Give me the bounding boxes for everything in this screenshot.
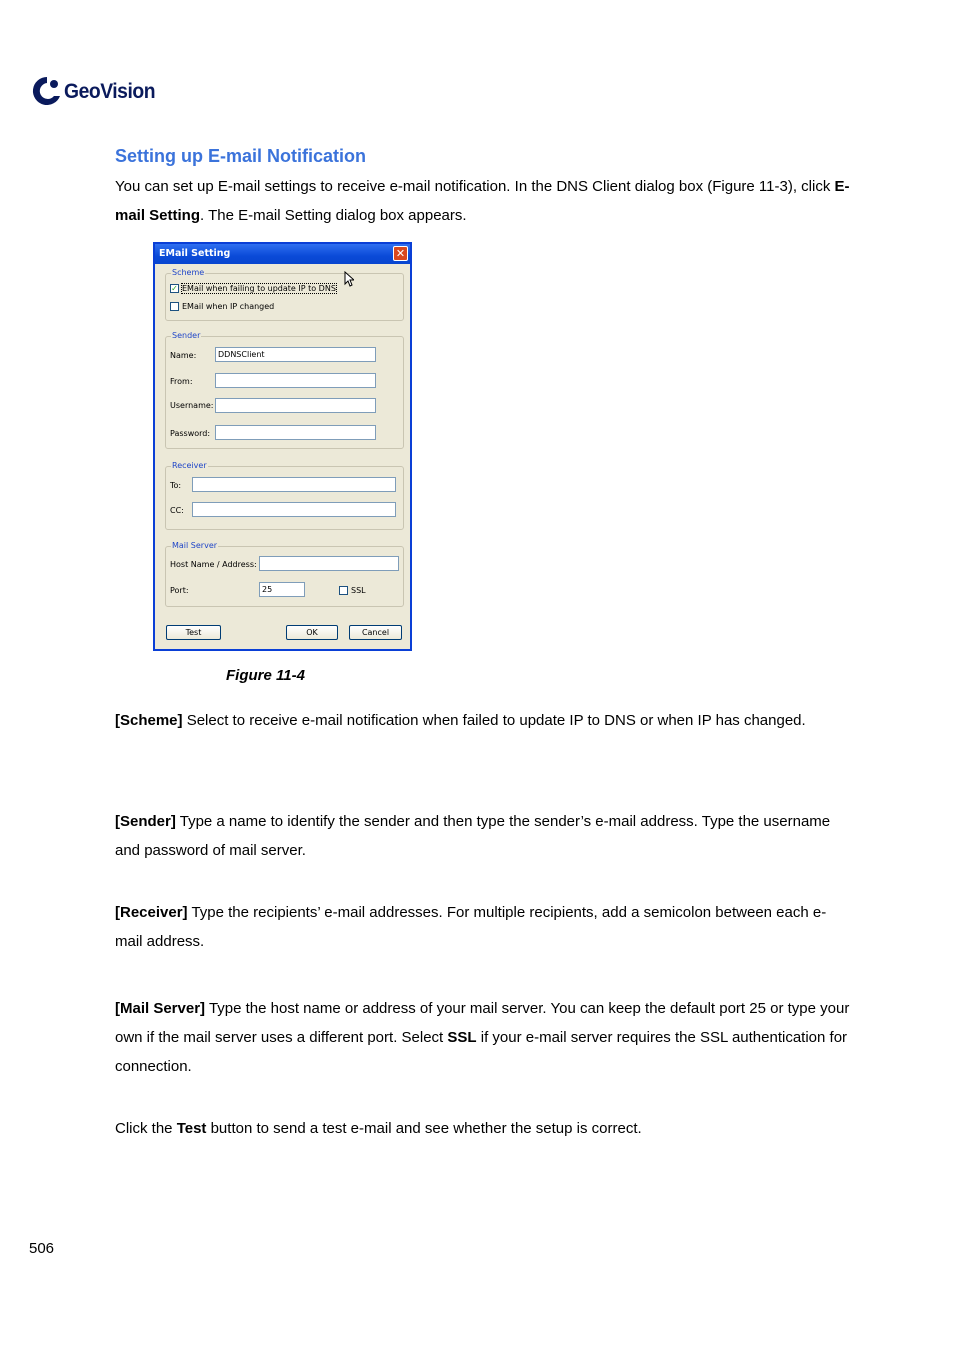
test-button[interactable]: Test [166, 625, 221, 640]
page-number: 506 [29, 1240, 55, 1257]
receiver-cc-input[interactable] [192, 502, 396, 517]
logo-text: GeoVision [64, 80, 156, 103]
sender-group-label: Sender [172, 331, 201, 340]
intro-paragraph: You can set up E-mail settings to receive e-mail notification. In the DNS Client dialog box (Figure 11-3), click E-mail Setting. The E-mail Setting dialog box appears. [115, 178, 850, 224]
receiver-to-label: To: [170, 481, 182, 490]
sender-from-label: From: [170, 377, 193, 386]
port-input[interactable]: 25 [259, 582, 305, 597]
figure-caption: Figure 11-4 [226, 667, 305, 684]
scheme-group-label: Scheme [172, 268, 205, 277]
sender-group [165, 331, 404, 449]
section-heading: Setting up E-mail Notification [115, 146, 366, 166]
ok-button[interactable]: OK [286, 625, 338, 640]
port-label: Port: [170, 586, 189, 595]
ssl-label: SSL [351, 586, 366, 595]
sender-name-input[interactable]: DDNSClient [215, 347, 376, 362]
host-name-input[interactable] [259, 556, 399, 571]
sender-password-input[interactable] [215, 425, 376, 440]
mouse-cursor-icon [344, 271, 354, 287]
test-paragraph: Click the Test button to send a test e-mail and see whether the setup is correct. [115, 1120, 642, 1137]
sender-username-label: Username: [170, 401, 214, 410]
dialog-titlebar [155, 244, 410, 264]
receiver-group-label: Receiver [172, 461, 207, 470]
receiver-to-input[interactable] [192, 477, 396, 492]
scheme-ip-changed-checkbox[interactable] [170, 302, 179, 311]
geovision-logo [30, 74, 170, 108]
host-name-label: Host Name / Address: [170, 560, 257, 569]
ssl-checkbox[interactable] [339, 586, 348, 595]
receiver-paragraph: [Receiver] Type the recipients’ e-mail addresses. For multiple recipients, add a semicolon between each e-mail address. [115, 904, 827, 950]
scheme-group [165, 268, 404, 321]
logo-swirl-icon [30, 74, 64, 108]
dialog-title: EMail Setting [159, 248, 231, 259]
scheme-update-fail-checkbox[interactable]: ✓ [171, 284, 178, 293]
sender-name-label: Name: [170, 351, 197, 360]
receiver-group [165, 461, 404, 530]
sender-password-label: Password: [170, 429, 211, 438]
mail-server-group [165, 541, 404, 607]
email-setting-dialog [153, 242, 412, 651]
sender-paragraph: [Sender] Type a name to identify the sender and then type the sender’s e-mail address. Type the username and password of mail server. [115, 813, 831, 859]
mail-server-group-label: Mail Server [172, 541, 218, 550]
close-icon[interactable]: ✕ [393, 246, 408, 261]
scheme-paragraph: [Scheme] Select to receive e-mail notification when failed to update IP to DNS or when IP has changed. [115, 712, 806, 729]
receiver-cc-label: CC: [170, 506, 184, 515]
sender-from-input[interactable] [215, 373, 376, 388]
mail-server-paragraph: [Mail Server] Type the host name or address of your mail server. You can keep the default port 25 or type your own if the mail server uses a different port. Select SSL if your e-mail server requires the SSL authentication for connection. [115, 1000, 850, 1075]
sender-username-input[interactable] [215, 398, 376, 413]
scheme-update-fail-label: EMail when failing to update IP to DNS [182, 284, 336, 293]
cancel-button[interactable]: Cancel [349, 625, 402, 640]
scheme-ip-changed-label: EMail when IP changed [182, 302, 275, 311]
